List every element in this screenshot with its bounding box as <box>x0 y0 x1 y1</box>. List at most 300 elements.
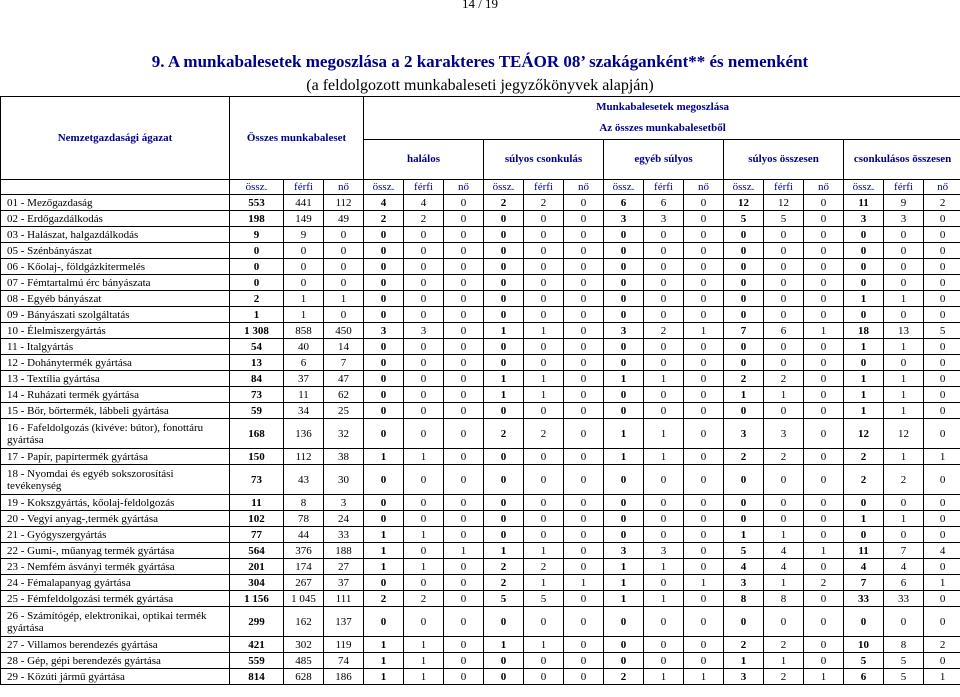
table-row <box>1 511 960 527</box>
cell-value: 0 <box>364 403 404 419</box>
cell-value: 0 <box>444 637 484 653</box>
cell-value: 0 <box>484 243 524 259</box>
cell-value: 3 <box>724 419 764 449</box>
cell-value: 0 <box>524 275 564 291</box>
cell-value: 0 <box>644 575 684 591</box>
cell-value: 0 <box>564 637 604 653</box>
cell-value: 564 <box>230 543 284 559</box>
cell-value: 13 <box>884 323 924 339</box>
table-row <box>1 195 960 211</box>
cell-value: 3 <box>884 211 924 227</box>
cell-value: 0 <box>324 307 364 323</box>
cell-value: 0 <box>364 227 404 243</box>
cell-value: 18 <box>844 323 884 339</box>
cell-value: 0 <box>764 259 804 275</box>
cell-value: 2 <box>524 559 564 575</box>
cell-value: 0 <box>444 449 484 465</box>
cell-value: 0 <box>644 339 684 355</box>
branch-name: 13 - Textília gyártása <box>1 371 230 387</box>
cell-value: 0 <box>804 637 844 653</box>
cell-value: 0 <box>444 511 484 527</box>
cell-value: 30 <box>324 465 364 495</box>
cell-value: 0 <box>364 275 404 291</box>
cell-value: 1 <box>724 653 764 669</box>
cell-value: 0 <box>444 195 484 211</box>
cell-value: 8 <box>764 591 804 607</box>
cell-value: 0 <box>684 339 724 355</box>
cell-value: 0 <box>684 259 724 275</box>
cell-value: 0 <box>444 307 484 323</box>
cell-value: 376 <box>284 543 324 559</box>
table-row <box>1 291 960 307</box>
cell-value: 1 <box>324 291 364 307</box>
cell-value: 62 <box>324 387 364 403</box>
cell-value: 8 <box>284 495 324 511</box>
cell-value: 1 <box>404 669 444 685</box>
cell-value: 0 <box>644 387 684 403</box>
cell-value: 40 <box>284 339 324 355</box>
cell-value: 0 <box>564 211 604 227</box>
cell-value: 11 <box>284 387 324 403</box>
cell-value: 1 <box>484 371 524 387</box>
cell-value: 0 <box>524 495 564 511</box>
cell-value: 0 <box>804 275 844 291</box>
cell-value: 10 <box>844 637 884 653</box>
cell-value: 0 <box>444 527 484 543</box>
cell-value: 0 <box>804 465 844 495</box>
cell-value: 1 <box>524 371 564 387</box>
sub-header-total: össz. <box>230 180 284 195</box>
cell-value: 149 <box>284 211 324 227</box>
cell-value: 198 <box>230 211 284 227</box>
cell-value: 0 <box>364 243 404 259</box>
branch-name: 24 - Fémalapanyag gyártása <box>1 575 230 591</box>
cell-value: 1 308 <box>230 323 284 339</box>
cell-value: 0 <box>564 591 604 607</box>
branch-name: 23 - Nemfém ásványi termék gyártása <box>1 559 230 575</box>
cell-value: 0 <box>404 259 444 275</box>
cell-value: 0 <box>804 387 844 403</box>
cell-value: 3 <box>724 575 764 591</box>
cell-value: 6 <box>844 669 884 685</box>
sub-header-total: össz. <box>484 180 524 195</box>
sub-header-total: össz. <box>844 180 884 195</box>
cell-value: 0 <box>844 227 884 243</box>
cell-value: 1 <box>364 543 404 559</box>
cell-value: 186 <box>324 669 364 685</box>
cell-value: 2 <box>844 465 884 495</box>
cell-value: 0 <box>924 211 960 227</box>
cell-value: 0 <box>604 511 644 527</box>
cell-value: 0 <box>524 607 564 637</box>
branch-name: 26 - Számítógép, elektronikai, optikai termék gyártása <box>1 607 230 637</box>
cell-value: 0 <box>444 403 484 419</box>
group-header-other-severe: egyéb súlyos <box>604 139 724 180</box>
table-row <box>1 527 960 543</box>
cell-value: 1 <box>524 543 564 559</box>
branch-name: 11 - Italgyártás <box>1 339 230 355</box>
cell-value: 0 <box>604 355 644 371</box>
cell-value: 0 <box>524 243 564 259</box>
cell-value: 12 <box>844 419 884 449</box>
cell-value: 0 <box>230 243 284 259</box>
cell-value: 0 <box>684 307 724 323</box>
cell-value: 0 <box>684 195 724 211</box>
table-row <box>1 637 960 653</box>
accident-table <box>0 96 960 685</box>
cell-value: 0 <box>804 591 844 607</box>
cell-value: 0 <box>884 227 924 243</box>
cell-value: 0 <box>684 607 724 637</box>
cell-value: 1 <box>804 323 844 339</box>
cell-value: 0 <box>924 403 960 419</box>
total-header: Összes munkabaleset <box>230 97 364 180</box>
cell-value: 0 <box>684 403 724 419</box>
cell-value: 304 <box>230 575 284 591</box>
cell-value: 0 <box>804 511 844 527</box>
cell-value: 0 <box>644 291 684 307</box>
cell-value: 1 <box>644 371 684 387</box>
cell-value: 0 <box>604 259 644 275</box>
cell-value: 0 <box>524 291 564 307</box>
cell-value: 0 <box>604 275 644 291</box>
cell-value: 0 <box>924 653 960 669</box>
cell-value: 0 <box>404 403 444 419</box>
cell-value: 1 <box>884 371 924 387</box>
cell-value: 0 <box>884 495 924 511</box>
cell-value: 0 <box>924 227 960 243</box>
cell-value: 0 <box>884 275 924 291</box>
cell-value: 0 <box>684 591 724 607</box>
cell-value: 4 <box>764 559 804 575</box>
cell-value: 0 <box>924 371 960 387</box>
cell-value: 2 <box>724 371 764 387</box>
cell-value: 0 <box>564 339 604 355</box>
cell-value: 0 <box>404 227 444 243</box>
cell-value: 4 <box>364 195 404 211</box>
cell-value: 3 <box>604 543 644 559</box>
cell-value: 0 <box>844 259 884 275</box>
cell-value: 0 <box>684 387 724 403</box>
cell-value: 302 <box>284 637 324 653</box>
cell-value: 0 <box>364 465 404 495</box>
cell-value: 12 <box>724 195 764 211</box>
cell-value: 0 <box>724 511 764 527</box>
cell-value: 102 <box>230 511 284 527</box>
cell-value: 0 <box>444 211 484 227</box>
cell-value: 1 <box>404 559 444 575</box>
cell-value: 0 <box>684 527 724 543</box>
cell-value: 1 <box>684 669 724 685</box>
cell-value: 0 <box>484 511 524 527</box>
cell-value: 2 <box>484 575 524 591</box>
cell-value: 0 <box>764 227 804 243</box>
sub-header-male: férfi <box>884 180 924 195</box>
cell-value: 267 <box>284 575 324 591</box>
page-number: 14 / 19 <box>461 0 499 11</box>
branch-name: 03 - Halászat, halgazdálkodás <box>1 227 230 243</box>
cell-value: 1 <box>404 653 444 669</box>
sub-header-male: férfi <box>404 180 444 195</box>
cell-value: 0 <box>924 419 960 449</box>
table-row <box>1 607 960 637</box>
cell-value: 0 <box>524 511 564 527</box>
cell-value: 1 <box>364 653 404 669</box>
cell-value: 0 <box>484 227 524 243</box>
cell-value: 119 <box>324 637 364 653</box>
cell-value: 0 <box>804 419 844 449</box>
cell-value: 0 <box>564 465 604 495</box>
cell-value: 5 <box>764 211 804 227</box>
cell-value: 3 <box>644 211 684 227</box>
cell-value: 0 <box>644 527 684 543</box>
branch-name: 01 - Mezőgazdaság <box>1 195 230 211</box>
cell-value: 0 <box>484 465 524 495</box>
cell-value: 27 <box>324 559 364 575</box>
cell-value: 0 <box>364 419 404 449</box>
cell-value: 0 <box>804 495 844 511</box>
cell-value: 0 <box>604 607 644 637</box>
cell-value: 33 <box>324 527 364 543</box>
cell-value: 1 <box>644 591 684 607</box>
cell-value: 0 <box>524 211 564 227</box>
cell-value: 0 <box>644 495 684 511</box>
cell-value: 3 <box>604 323 644 339</box>
table-row <box>1 307 960 323</box>
cell-value: 112 <box>324 195 364 211</box>
cell-value: 0 <box>524 355 564 371</box>
cell-value: 441 <box>284 195 324 211</box>
cell-value: 0 <box>764 403 804 419</box>
table-row <box>1 669 960 685</box>
cell-value: 4 <box>404 195 444 211</box>
cell-value: 0 <box>524 449 564 465</box>
cell-value: 1 <box>284 291 324 307</box>
sub-header-female: nő <box>684 180 724 195</box>
cell-value: 0 <box>564 291 604 307</box>
cell-value: 3 <box>724 669 764 685</box>
cell-value: 0 <box>524 465 564 495</box>
cell-value: 0 <box>524 669 564 685</box>
table-title: 9. A munkabalesetek megoszlása a 2 karakteres TEÁOR 08’ szakáganként** és nemenként <box>151 52 809 71</box>
cell-value: 5 <box>924 323 960 339</box>
group-header-amputation-total: csonkulásos összesen <box>844 139 960 180</box>
cell-value: 0 <box>484 339 524 355</box>
cell-value: 0 <box>684 653 724 669</box>
cell-value: 553 <box>230 195 284 211</box>
cell-value: 32 <box>324 419 364 449</box>
cell-value: 0 <box>484 275 524 291</box>
cell-value: 1 <box>844 371 884 387</box>
table-row <box>1 339 960 355</box>
cell-value: 1 <box>764 387 804 403</box>
cell-value: 3 <box>364 323 404 339</box>
cell-value: 0 <box>604 653 644 669</box>
cell-value: 1 <box>884 339 924 355</box>
cell-value: 0 <box>684 227 724 243</box>
cell-value: 0 <box>804 559 844 575</box>
cell-value: 0 <box>724 259 764 275</box>
cell-value: 5 <box>884 669 924 685</box>
cell-value: 0 <box>564 403 604 419</box>
cell-value: 74 <box>324 653 364 669</box>
cell-value: 24 <box>324 511 364 527</box>
sub-header-empty <box>1 180 230 195</box>
sub-header-female: nő <box>924 180 960 195</box>
cell-value: 37 <box>284 371 324 387</box>
cell-value: 0 <box>524 227 564 243</box>
cell-value: 3 <box>764 419 804 449</box>
cell-value: 0 <box>644 637 684 653</box>
cell-value: 0 <box>724 355 764 371</box>
cell-value: 0 <box>444 243 484 259</box>
cell-value: 0 <box>564 387 604 403</box>
cell-value: 0 <box>484 307 524 323</box>
sub-header-female: nő <box>804 180 844 195</box>
cell-value: 0 <box>684 291 724 307</box>
cell-value: 2 <box>524 195 564 211</box>
cell-value: 0 <box>404 243 444 259</box>
cell-value: 1 <box>230 307 284 323</box>
cell-value: 299 <box>230 607 284 637</box>
cell-value: 0 <box>364 575 404 591</box>
cell-value: 0 <box>564 275 604 291</box>
cell-value: 6 <box>284 355 324 371</box>
group-header-amputation: súlyos csonkulás <box>484 139 604 180</box>
cell-value: 0 <box>604 495 644 511</box>
cell-value: 1 <box>764 653 804 669</box>
cell-value: 2 <box>764 371 804 387</box>
cell-value: 0 <box>764 275 804 291</box>
branch-name: 05 - Szénbányászat <box>1 243 230 259</box>
cell-value: 2 <box>604 669 644 685</box>
cell-value: 0 <box>804 449 844 465</box>
cell-value: 0 <box>764 307 804 323</box>
cell-value: 0 <box>404 495 444 511</box>
branch-name: 07 - Fémtartalmú érc bányászata <box>1 275 230 291</box>
cell-value: 0 <box>924 559 960 575</box>
cell-value: 162 <box>284 607 324 637</box>
cell-value: 0 <box>684 637 724 653</box>
cell-value: 59 <box>230 403 284 419</box>
sub-header-female: nő <box>444 180 484 195</box>
cell-value: 0 <box>230 259 284 275</box>
cell-value: 0 <box>724 465 764 495</box>
cell-value: 0 <box>724 339 764 355</box>
cell-value: 0 <box>764 465 804 495</box>
cell-value: 0 <box>924 591 960 607</box>
cell-value: 0 <box>444 419 484 449</box>
cell-value: 9 <box>284 227 324 243</box>
cell-value: 0 <box>444 387 484 403</box>
of-total-header: Az összes munkabalesetből <box>364 117 960 139</box>
branch-name: 22 - Gumi-, műanyag termék gyártása <box>1 543 230 559</box>
branch-name: 14 - Ruházati termék gyártása <box>1 387 230 403</box>
cell-value: 1 <box>524 637 564 653</box>
cell-value: 0 <box>644 653 684 669</box>
branch-name: 12 - Dohánytermék gyártása <box>1 355 230 371</box>
cell-value: 0 <box>844 275 884 291</box>
cell-value: 0 <box>444 291 484 307</box>
cell-value: 1 <box>604 371 644 387</box>
cell-value: 1 <box>604 559 644 575</box>
cell-value: 1 <box>484 543 524 559</box>
cell-value: 0 <box>284 243 324 259</box>
cell-value: 1 <box>564 575 604 591</box>
cell-value: 37 <box>324 575 364 591</box>
table-row <box>1 371 960 387</box>
cell-value: 0 <box>444 371 484 387</box>
table-row <box>1 211 960 227</box>
cell-value: 0 <box>884 259 924 275</box>
cell-value: 0 <box>564 195 604 211</box>
cell-value: 0 <box>684 449 724 465</box>
cell-value: 5 <box>724 211 764 227</box>
cell-value: 1 <box>484 387 524 403</box>
cell-value: 2 <box>724 637 764 653</box>
cell-value: 0 <box>484 607 524 637</box>
cell-value: 0 <box>804 195 844 211</box>
cell-value: 1 045 <box>284 591 324 607</box>
cell-value: 0 <box>604 291 644 307</box>
cell-value: 7 <box>884 543 924 559</box>
branch-name: 20 - Vegyi anyag-,termék gyártása <box>1 511 230 527</box>
cell-value: 77 <box>230 527 284 543</box>
cell-value: 136 <box>284 419 324 449</box>
cell-value: 0 <box>604 339 644 355</box>
cell-value: 0 <box>764 607 804 637</box>
cell-value: 0 <box>684 559 724 575</box>
cell-value: 12 <box>764 195 804 211</box>
cell-value: 0 <box>724 307 764 323</box>
cell-value: 0 <box>924 495 960 511</box>
table-row <box>1 465 960 495</box>
cell-value: 7 <box>844 575 884 591</box>
sub-header-total: össz. <box>604 180 644 195</box>
cell-value: 1 <box>844 511 884 527</box>
sub-header-total: össz. <box>364 180 404 195</box>
cell-value: 0 <box>724 607 764 637</box>
cell-value: 0 <box>764 243 804 259</box>
table-row <box>1 227 960 243</box>
cell-value: 0 <box>364 259 404 275</box>
cell-value: 0 <box>484 259 524 275</box>
cell-value: 0 <box>484 291 524 307</box>
cell-value: 201 <box>230 559 284 575</box>
cell-value: 1 <box>524 387 564 403</box>
cell-value: 0 <box>604 243 644 259</box>
cell-value: 1 <box>484 323 524 339</box>
sub-header-female: nő <box>324 180 364 195</box>
cell-value: 421 <box>230 637 284 653</box>
cell-value: 2 <box>484 559 524 575</box>
cell-value: 43 <box>284 465 324 495</box>
cell-value: 1 <box>604 591 644 607</box>
cell-value: 0 <box>364 371 404 387</box>
cell-value: 0 <box>684 543 724 559</box>
cell-value: 1 <box>484 637 524 653</box>
cell-value: 8 <box>724 591 764 607</box>
cell-value: 0 <box>564 259 604 275</box>
cell-value: 628 <box>284 669 324 685</box>
cell-value: 0 <box>604 387 644 403</box>
cell-value: 0 <box>724 227 764 243</box>
cell-value: 54 <box>230 339 284 355</box>
cell-value: 0 <box>644 259 684 275</box>
cell-value: 78 <box>284 511 324 527</box>
cell-value: 0 <box>564 307 604 323</box>
cell-value: 0 <box>444 323 484 339</box>
